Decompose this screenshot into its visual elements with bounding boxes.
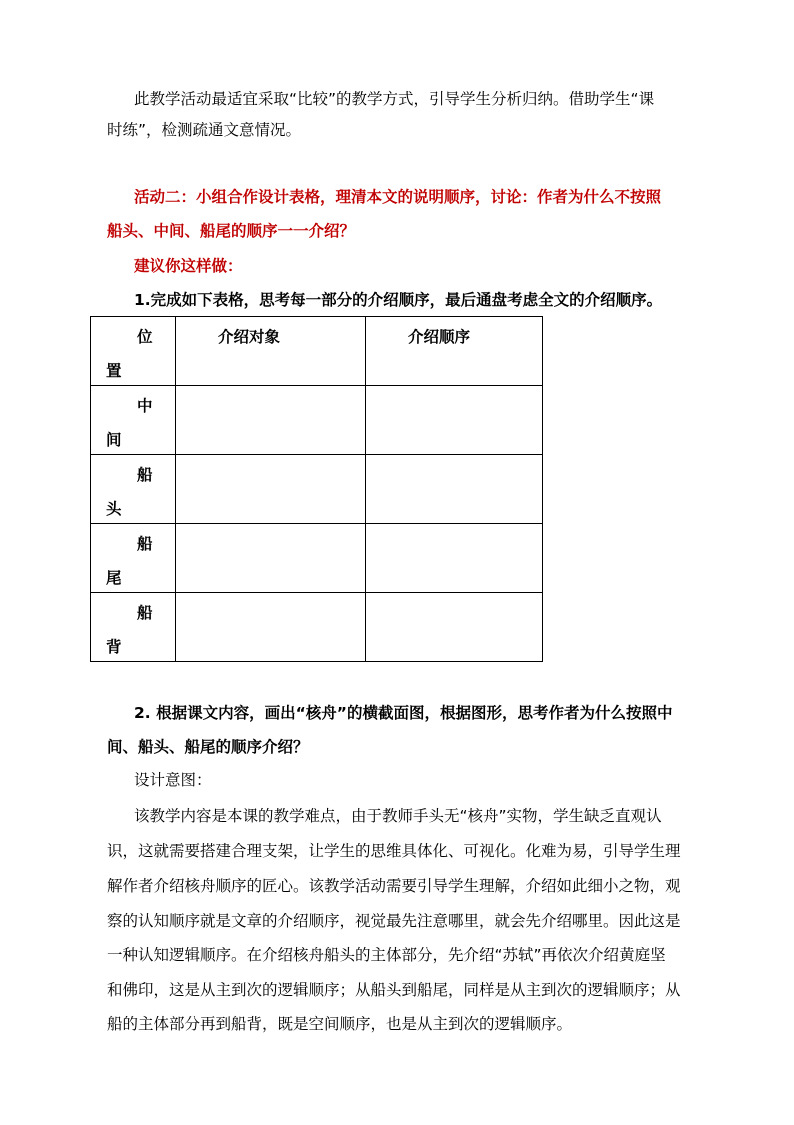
table-header-row bbox=[91, 317, 543, 386]
activity2-step1: 1.完成如下表格，思考每一部分的介绍顺序，最后通盘考虑全文的介绍顺序。 bbox=[134, 291, 663, 309]
header-cell-object bbox=[176, 317, 366, 386]
design-line-6: 和佛印，这是从主到次的逻辑顺序；从船头到船尾，同样是从主到次的逻辑顺序；从 bbox=[107, 981, 681, 999]
row-position-top: 船 bbox=[137, 604, 153, 622]
object-cell bbox=[176, 455, 366, 524]
object-cell bbox=[176, 386, 366, 455]
order-cell bbox=[366, 455, 543, 524]
object-cell bbox=[176, 593, 366, 662]
intro-line-2: 时练”，检测疏通文意情况。 bbox=[107, 121, 302, 139]
activity2-title-line-1: 活动二：小组合作设计表格，理清本文的说明顺序，讨论：作者为什么不按照 bbox=[134, 188, 662, 206]
design-line-1: 该教学内容是本课的教学难点，由于教师手头无“核舟”实物，学生缺乏直观认 bbox=[134, 807, 662, 825]
header-position-top: 位 bbox=[137, 328, 153, 346]
design-line-3: 解作者介绍核舟顺序的匠心。该教学活动需要引导学生理解，介绍如此细小之物，观 bbox=[107, 877, 681, 895]
row-position-cell bbox=[91, 386, 176, 455]
order-cell bbox=[366, 593, 543, 662]
header-cell-position bbox=[91, 317, 176, 386]
row-position-cell bbox=[91, 455, 176, 524]
order-cell bbox=[366, 386, 543, 455]
row-position-cell bbox=[91, 593, 176, 662]
design-line-7: 船的主体部分再到船背，既是空间顺序，也是从主到次的逻辑顺序。 bbox=[107, 1015, 573, 1033]
table-row bbox=[91, 455, 543, 524]
step2-line-2: 间、船头、船尾的顺序介绍？ bbox=[107, 738, 309, 756]
intro-line-1: 此教学活动最适宜采取“比较”的教学方式，引导学生分析归纳。借助学生“课 bbox=[134, 90, 655, 108]
object-cell bbox=[176, 524, 366, 593]
design-label: 设计意图： bbox=[134, 771, 212, 789]
row-position-bottom: 间 bbox=[106, 431, 122, 449]
header-order: 介绍顺序 bbox=[408, 328, 471, 346]
order-cell bbox=[366, 524, 543, 593]
design-line-4: 察的认知顺序就是文章的介绍顺序，视觉最先注意哪里，就会先介绍哪里。因此这是 bbox=[107, 912, 681, 930]
table-row bbox=[91, 524, 543, 593]
row-position-bottom: 尾 bbox=[106, 569, 122, 587]
order-table bbox=[90, 316, 543, 662]
step2-line-1: 2. 根据课文内容，画出“核舟”的横截面图，根据图形，思考作者为什么按照中 bbox=[134, 704, 673, 722]
header-position-bottom: 置 bbox=[106, 362, 122, 380]
header-object: 介绍对象 bbox=[218, 328, 281, 346]
row-position-bottom: 头 bbox=[106, 500, 122, 518]
row-position-top: 船 bbox=[137, 535, 153, 553]
row-position-top: 中 bbox=[137, 397, 153, 415]
row-position-top: 船 bbox=[137, 466, 153, 484]
table-row bbox=[91, 593, 543, 662]
header-cell-order bbox=[366, 317, 543, 386]
design-line-5: 一种认知逻辑顺序。在介绍核舟船头的主体部分，先介绍“苏轼”再依次介绍黄庭坚 bbox=[107, 946, 666, 964]
activity2-title-line-2: 船头、中间、船尾的顺序一一介绍？ bbox=[107, 222, 356, 240]
row-position-cell bbox=[91, 524, 176, 593]
table-row bbox=[91, 386, 543, 455]
row-position-bottom: 背 bbox=[106, 638, 122, 656]
activity2-suggestion: 建议你这样做： bbox=[134, 257, 243, 275]
design-line-2: 识，这就需要搭建合理支架，让学生的思维具体化、可视化。化难为易，引导学生理 bbox=[107, 842, 681, 860]
